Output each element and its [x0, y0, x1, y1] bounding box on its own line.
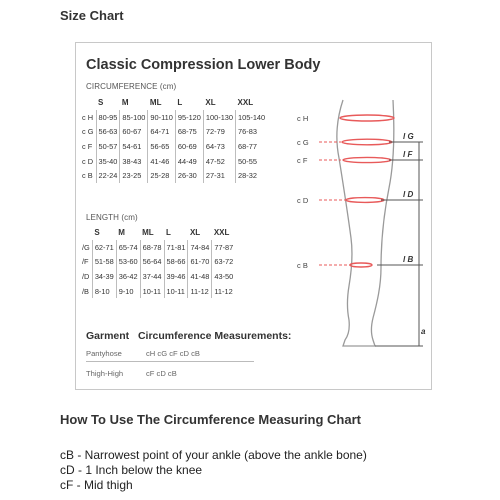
table-cell: 26-30	[175, 168, 203, 183]
table-row	[82, 168, 267, 183]
table-cell: 56-65	[148, 139, 175, 154]
table-cell: 68-75	[175, 125, 203, 140]
table-cell: 95-120	[175, 110, 203, 125]
row-label-header	[82, 228, 92, 240]
table-cell: 44-49	[175, 154, 203, 169]
table-cell: 63-72	[212, 255, 235, 270]
table-row	[82, 284, 235, 299]
table-cell: 64-71	[148, 125, 175, 140]
measurement-marks	[340, 115, 394, 267]
label-lB: l B	[403, 255, 414, 264]
table-cell: 56-63	[96, 125, 120, 140]
size-header: L	[177, 98, 183, 107]
table-cell: 53-60	[116, 255, 140, 270]
label-lF: l F	[403, 150, 413, 159]
table-row	[82, 139, 267, 154]
page-title: Size Chart	[60, 8, 124, 23]
table-row	[82, 154, 267, 169]
table-cell: 50-55	[236, 154, 268, 169]
explanation-line: cF - Mid thigh	[60, 478, 133, 492]
label-cD: c D	[297, 196, 309, 205]
size-header: XL	[189, 228, 201, 237]
chart-title: Classic Compression Lower Body	[86, 57, 321, 73]
table-cell: 25-28	[148, 168, 175, 183]
row-label: c H	[82, 112, 94, 122]
table-cell: 10-11	[140, 284, 164, 299]
garment-name: Pantyhose	[86, 349, 122, 358]
circumference-heading: Circumference Measurements:	[137, 330, 292, 342]
table-cell: 74-84	[188, 240, 212, 255]
table-header-row	[82, 228, 235, 240]
row-label: /D	[82, 271, 90, 281]
table-header-row	[82, 98, 267, 110]
mark-cG	[342, 139, 392, 145]
row-label: /G	[82, 242, 90, 252]
row-label: /B	[82, 286, 89, 296]
table-cell: 76-83	[236, 125, 268, 140]
explanation-line: cD - 1 Inch below the knee	[60, 463, 203, 477]
garment-codes: cH cG cF cD cB	[146, 349, 201, 358]
mark-cH	[340, 115, 394, 121]
table-cell: 37-44	[140, 269, 164, 284]
label-cB: c B	[297, 261, 308, 270]
label-a: a	[421, 327, 426, 336]
table-row	[82, 240, 235, 255]
size-header: ML	[149, 98, 162, 107]
row-label: c B	[82, 171, 93, 181]
table-row	[82, 255, 235, 270]
table-cell: 41-48	[188, 269, 212, 284]
row-label: /F	[82, 257, 89, 267]
length-label: LENGTH (cm)	[86, 213, 138, 222]
table-cell: 56-64	[140, 255, 164, 270]
table-cell: 8-10	[92, 284, 116, 299]
table-row	[82, 110, 267, 125]
label-lD: l D	[403, 190, 414, 199]
table-cell: 58-66	[164, 255, 188, 270]
table-cell: 71-81	[164, 240, 188, 255]
label-cF: c F	[297, 156, 308, 165]
table-cell: 72-79	[203, 125, 235, 140]
row-label: c G	[82, 127, 94, 137]
row-label: c D	[82, 156, 94, 166]
garment-codes: cF cD cB	[146, 369, 177, 378]
mark-cD	[346, 198, 384, 203]
mark-cF	[343, 157, 391, 162]
label-cG: c G	[297, 138, 309, 147]
table-cell: 62-71	[92, 240, 116, 255]
table-row	[82, 125, 267, 140]
table-cell: 9-10	[116, 284, 140, 299]
table-cell: 47-52	[203, 154, 235, 169]
row-label-header	[82, 98, 96, 110]
table-cell: 77-87	[212, 240, 235, 255]
table-cell: 38-43	[120, 154, 148, 169]
size-header: M	[121, 98, 129, 107]
table-cell: 60-67	[120, 125, 148, 140]
size-header: XXL	[237, 98, 254, 107]
table-cell: 64-73	[203, 139, 235, 154]
size-header: S	[98, 98, 104, 107]
label-cH: c H	[297, 114, 309, 123]
size-header: S	[94, 228, 100, 237]
size-header: XXL	[213, 228, 230, 237]
leg-diagram	[297, 98, 429, 353]
table-row	[82, 269, 235, 284]
table-cell: 105-140	[236, 110, 268, 125]
row-label: c F	[82, 141, 93, 151]
table-cell: 85-100	[120, 110, 148, 125]
size-header: M	[118, 228, 125, 237]
table-cell: 28-32	[236, 168, 268, 183]
table-cell: 39-46	[164, 269, 188, 284]
table-cell: 100-130	[203, 110, 235, 125]
table-cell: 41-46	[148, 154, 175, 169]
garment-heading: Garment	[86, 330, 130, 342]
table-cell: 43-50	[212, 269, 235, 284]
table-cell: 54-61	[120, 139, 148, 154]
table-cell: 34-39	[92, 269, 116, 284]
table-cell: 10-11	[164, 284, 188, 299]
divider	[86, 361, 254, 362]
length-table	[82, 228, 235, 298]
table-cell: 22-24	[96, 168, 120, 183]
size-chart-card	[75, 42, 432, 390]
size-header: L	[166, 228, 171, 237]
leg-outline	[337, 100, 394, 346]
table-cell: 23-25	[120, 168, 148, 183]
size-header: ML	[142, 228, 154, 237]
table-cell: 11-12	[212, 284, 235, 299]
garment-name: Thigh-High	[86, 369, 124, 378]
table-cell: 36-42	[116, 269, 140, 284]
mark-cB	[350, 263, 372, 267]
garment-heading-row	[86, 330, 291, 342]
table-cell: 27-31	[203, 168, 235, 183]
circumference-table	[82, 98, 267, 183]
table-cell: 68-78	[140, 240, 164, 255]
circumference-label: CIRCUMFERENCE (cm)	[86, 82, 177, 91]
table-cell: 68-77	[236, 139, 268, 154]
howto-heading: How To Use The Circumference Measuring Chart	[60, 412, 361, 427]
table-cell: 90-110	[148, 110, 175, 125]
explanation-line: cB - Narrowest point of your ankle (above the ankle bone)	[60, 448, 367, 462]
table-cell: 60-69	[175, 139, 203, 154]
table-cell: 35-40	[96, 154, 120, 169]
table-cell: 51-58	[92, 255, 116, 270]
table-cell: 65-74	[116, 240, 140, 255]
table-cell: 50-57	[96, 139, 120, 154]
size-header: XL	[205, 98, 216, 107]
label-lG: l G	[403, 132, 414, 141]
table-cell: 80-95	[96, 110, 120, 125]
table-cell: 11-12	[188, 284, 212, 299]
table-cell: 61-70	[188, 255, 212, 270]
